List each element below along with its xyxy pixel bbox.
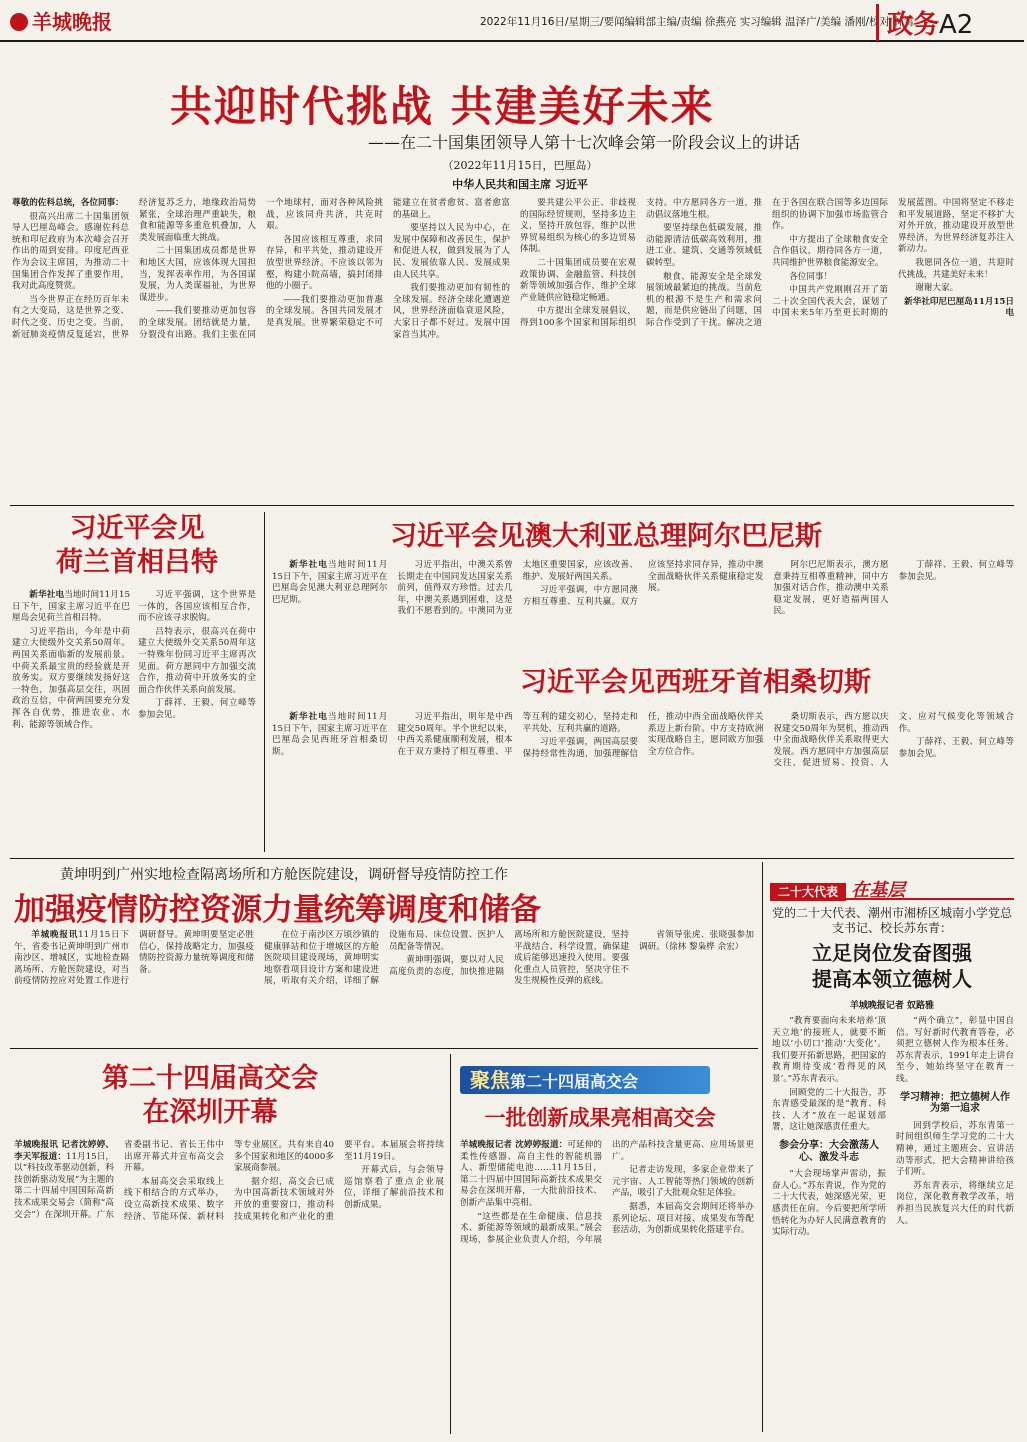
lead-paragraph: 当今世界正在经历百年未有之大变局，这是世界之变、时代之变、历史之变。当前，新冠肺炎疫情反复延宕，世界经济复苏乏力，地缘政治局势紧张，全球治理严重缺失，粮食和能源等多重危机叠加，人类发展面临重大挑战。: [12, 198, 256, 340]
focus-banner-emphasis: 聚焦: [470, 1068, 510, 1092]
rep-headline: [772, 940, 1012, 992]
lead-paragraph: ——我们要推动更加普惠的全球发展。各国共同发展才是真发展。世界繁荣稳定不可能建立在贫者愈贫、富者愈富的基础上。: [266, 198, 510, 328]
column-tag-emphasis: 在基层: [851, 880, 906, 901]
article-dateline: 新华社电: [289, 560, 328, 570]
epidemic-kicker: 黄坤明到广州实地检查隔离场所和方舱医院建设，调研督导疫情防控工作: [60, 867, 508, 883]
article-paragraph: 习近平强调，中方愿同澳方相互尊重、互利共赢。双方应该坚持求同存异，推动中澳全面战略伙伴关系健康稳定发展。: [522, 560, 764, 607]
article-paragraph: 据悉，本届高交会期间还将举办系列论坛、项目对接、成果发布等配套活动，为创新成果转化搭建平台。: [612, 1201, 754, 1236]
lead-paragraph: 要坚持绿色低碳发展，推动能源清洁低碳高效利用，推进工业、建筑、交通等领域低碳转型。: [646, 223, 762, 268]
lead-headline: 共迎时代挑战 共建美好未来: [170, 82, 715, 131]
headline-line: 荷兰首相吕特: [56, 547, 218, 578]
article-paragraph: 当地时间11月15日下午，国家主席习近平在巴厘岛会见荷兰首相吕特。: [12, 590, 130, 624]
article-paragraph: “这些都是在生命健康、信息技术、新能源等领域的最新成果。”展会现场，参展企业负责人介绍，今年展出的产品科技含量更高、应用场景更广。: [460, 1140, 754, 1245]
article-paragraph: 据介绍，高交会已成为中国高新技术领域对外开放的重要窗口，推动科技成果转化和产业化的重要平台。本届展会将持续至11月19日。: [234, 1140, 444, 1222]
headline-line: 习近平会见: [69, 513, 205, 544]
lead-paragraph: 很高兴出席二十国集团领导人巴厘岛峰会。感谢佐科总统和印尼政府为本次峰会召开作出的周到安排。印度尼西亚作为会议主席国，为推动二十国集团合作发挥了重要作用，我对此高度赞赏。: [12, 211, 129, 292]
column-tag-label: 二十大代表: [770, 883, 846, 901]
epidemic-headline: 加强疫情防控资源力量统筹调度和储备: [14, 892, 541, 928]
lead-speaker: 中华人民共和国主席 习近平: [452, 178, 588, 191]
article-paragraph: 回到学校后，苏东青第一时间组织师生学习党的二十大精神，通过主题班会、宣讲活动等形式，把大会精神讲给孩子们听。: [896, 1120, 1014, 1178]
lead-paragraph: 要坚持以人民为中心，在发展中保障和改善民生，保护和促进人权，做到发展为了人民、发展依靠人民、发展成果由人民共享。: [393, 223, 510, 280]
lead-paragraph: 二十国集团成员要在宏观政策协调、金融监管、科技创新等领域加强合作，维护全球产业链供应链稳定畅通。: [520, 257, 636, 303]
lead-paragraph: ——我们要推动更加包容的全球发展。团结就是力量，分裂没有出路。我们主张在同一个地球村，面对各种风险挑战，应该同舟共济，共克时艰。: [139, 198, 383, 340]
article-paragraph: 阿尔巴尼斯表示，澳方愿意秉持互相尊重精神，同中方加强对话合作，推动澳中关系稳定发展，更好造福两国人民。: [773, 560, 889, 617]
lead-paragraph: 粮食、能源安全是全球发展领域最紧迫的挑战。当前危机的根源不是生产和需求问题，而是供应链出了问题，国际合作受到了干扰。解决之道在于各国在联合国等多边国际组织的协调下加强市场监管合作。: [646, 198, 888, 328]
article-paragraph: 习近平强调，这个世界是一体的，各国应该相互合作，而不应该寻求脱钩。: [138, 590, 256, 624]
focus-banner: [460, 1066, 710, 1094]
article-paragraph: 桑切斯表示，西方愿以庆祝建交50周年为契机，推动西中全面战略伙伴关系取得更大发展。西方愿同中方加强高层交往，促进贸易、投资、人文、应对气候变化等领域合作。: [773, 712, 1014, 769]
lead-paragraph: 要共建公平公正、非歧视的国际经贸规则，坚持多边主义，坚持开放包容，维护以世界贸易组织为核心的多边贸易体制。: [520, 198, 636, 255]
article-dateline: 新华社电: [29, 590, 65, 600]
article-paragraph: 记者走访发现，多家企业带来了元宇宙、人工智能等热门领域的创新产品，吸引了大批观众驻足体验。: [612, 1165, 754, 1199]
article-paragraph: 11月15日下午，省委书记黄坤明到广州市南沙区、增城区，实地检查隔离场所、方舱医院建设，对当前疫情防控应对处置工作进行调研督导。黄坤明要坚定必胜信心，保持战略定力，加强疫情防控资源力量统筹调度和储备。: [14, 930, 254, 987]
lead-date: （2022年11月15日，巴厘岛）: [442, 159, 598, 172]
column-divider: [450, 1054, 451, 1434]
headline-line: 在深圳开幕: [142, 1097, 278, 1128]
article-byline: 羊城晚报讯 记者沈婷婷、李天军报道：: [14, 1140, 114, 1162]
column-divider: [762, 862, 763, 1432]
lead-paragraph: 各国应该相互尊重，求同存异，和平共处，推动建设开放型世界经济。不应该以邻为壑，构建小院高墙，搞封闭排他的小圈子。: [266, 234, 383, 292]
article-paragraph: 当地时间11月15日下午，国家主席习近平在巴厘岛会见西班牙首相桑切斯。: [272, 712, 388, 757]
lead-paragraph: 中方提出全球发展倡议，得到100多个国家和国际组织支持。中方愿同各方一道，推动倡议落地生根。: [520, 198, 762, 328]
article-paragraph: “大会现场掌声雷动，振奋人心。”苏东青说，作为党的二十大代表，她深感光荣，更感责任在肩。今后要把所学所悟转化为办好人民满意教育的实际行动。: [772, 1169, 886, 1238]
lead-paragraph: 我们要推动更加有韧性的全球发展。经济全球化遭遇逆风，世界经济面临衰退风险，大家日子都不好过。发展中国家首当其冲。: [393, 283, 510, 340]
article-dateline: 羊城晚报讯: [31, 930, 79, 940]
spain-headline: 习近平会见西班牙首相桑切斯: [520, 667, 871, 698]
lead-paragraph: 各位同事！: [789, 271, 833, 282]
article-paragraph: 吕特表示，很高兴在荷中建立大使级外交关系50周年这一特殊年份同习近平主席再次见面。荷方愿同中方加强交流合作，推动荷中开放务实的全面合作伙伴关系向前发展。: [138, 626, 256, 695]
divider: [10, 1048, 758, 1049]
australia-headline: 习近平会见澳大利亚总理阿尔巴尼斯: [390, 521, 822, 552]
article-paragraph: 11月15日，以“科技改革驱动创新，科技创新驱动发展”为主题的第二十四届中国国际高新技术成果交易会（简称“高交会”）在深圳开幕。广东省委副书记、省长王伟中出席开幕式并宣布高交会开幕。: [14, 1140, 224, 1220]
lead-paragraph: 中国共产党刚刚召开了第二十次全国代表大会，谋划了中国未来5年乃至更长时期的发展蓝图。中国将坚定不移走和平发展道路，坚定不移扩大对外开放，推动建设开放型世界经济，为世界经济复苏注入新动力。: [772, 198, 1014, 319]
rep-body-col1: [772, 1016, 886, 1434]
netherlands-body-col2: [138, 590, 256, 852]
rep-kicker: 党的二十大代表、潮州市湘桥区城南小学党总支书记、校长苏东青：: [772, 906, 1013, 935]
article-paragraph: 省领导张虎、张晓强参加调研。（徐林 黎枭桦 余宏）: [639, 930, 754, 952]
rep-byline: 羊城晚报记者 奴路雅: [849, 1001, 935, 1011]
hitech-headline: [40, 1062, 380, 1130]
logo-emblem-icon: [10, 13, 28, 31]
epidemic-body: [14, 930, 754, 1040]
article-paragraph: 当地时间11月15日下午，国家主席习近平在巴厘岛会见澳大利亚总理阿尔巴尼斯。: [272, 560, 388, 605]
netherlands-body-col1: [12, 590, 130, 852]
page-number: A2: [939, 10, 974, 40]
spain-body: [272, 712, 1014, 852]
article-byline: 羊城晚报记者 沈婷婷报道：: [460, 1140, 568, 1150]
section-label: [876, 4, 1027, 41]
dateline: 2022年11月16日/星期三/要闻编辑部主编/责编 徐燕亮 实习编辑 温泽广/美编 潘刚/校对 林霄: [480, 16, 915, 28]
lead-paragraph: 中方提出了全球粮食安全合作倡议，期待同各方一道，共同维护世界粮食能源安全。: [772, 234, 888, 268]
lead-body-left: [12, 198, 510, 498]
logo-text: 羊城晚报: [32, 10, 112, 34]
article-paragraph: 丁薛祥、王毅、何立峰等参加会见。: [898, 560, 1014, 582]
rep-body-col2: [896, 1016, 1014, 1434]
section-name: 政务: [887, 10, 940, 40]
lead-subheadline: ——在二十国集团领导人第十七次峰会第一阶段会议上的讲话: [367, 133, 800, 152]
hitech2-body: [460, 1140, 754, 1434]
lead-paragraph: 谢谢大家。: [915, 283, 959, 294]
article-paragraph: 回顾党的二十大报告，苏东青感受最深的是“教育、科技、人才”放在一起谋划部署，这让她深感责任重大。: [772, 1087, 886, 1133]
article-dateline: 新华社电: [289, 712, 328, 722]
article-paragraph: 习近平指出，中澳关系曾长期走在中国同发达国家关系前列，值得双方珍惜。过去几年，中澳关系遇到困难，这是我们不愿看到的。中澳同为亚太地区重要国家，应该改善、维护、发展好两国关系。: [397, 560, 638, 617]
article-paragraph: 丁薛祥、王毅、何立峰等参加会见。: [138, 698, 256, 720]
headline-line: 立足岗位发奋图强: [812, 941, 972, 965]
netherlands-headline: [12, 512, 262, 580]
divider: [10, 858, 1014, 859]
article-paragraph: 在位于南沙区万顷沙镇的健康驿站和位于增城区的方舱医院项目建设现场，黄坤明实地察看项目设计方案和建设进展，听取有关介绍，详细了解设施布局、床位设置、医护人员配备等情况。: [264, 930, 504, 987]
article-paragraph: “教育要面向未来培养‘顶天立地’的接班人，就要不断地以‘小切口’推动‘大变化’。我们要开拓新思路，把国家的教育期待变成‘看得见的风景’。”苏东青表示。: [772, 1016, 886, 1084]
article-paragraph: “两个确立”，彰显中国自信。写好新时代教育答卷，必须把立德树人作为根本任务。苏东青表示，1991年走上讲台至今，她始终坚守在教育一线。: [896, 1016, 1014, 1084]
column-divider: [264, 512, 265, 852]
headline-line: 第二十四届高交会: [102, 1063, 318, 1094]
article-paragraph: 习近平强调，两国高层要保持经常性沟通，加强理解信任，推动中西全面战略伙伴关系迈上新台阶。中方支持欧洲实现战略自主，愿同欧方加强全方位合作。: [522, 712, 764, 759]
australia-body: [272, 560, 1014, 652]
article-paragraph: 丁薛祥、王毅、何立峰等参加会见。: [898, 737, 1014, 759]
article-paragraph: 可延伸的柔性传感器、高自主性的智能机器人、新型储能电池……11月15日，第二十四届中国国际高新技术成果交易会在深圳开幕，一大批前沿技术、创新产品集中亮相。: [460, 1140, 602, 1208]
article-paragraph: 黄坤明强调，要以对人民高度负责的态度，加快推进隔离场所和方舱医院建设，坚持平战结合、科学设置，确保建成后能够迅速投入使用。要强化重点人员管控，坚决守住不发生规模性反弹的底线。: [389, 930, 629, 987]
article-paragraph: 习近平指出，今年是中荷建立大使级外交关系50周年。两国关系面临新的发展前景。中荷关系最宝贵的经验就是开放务实。双方要继续发扬好这一特色，加强高层交往，巩固政治互信，中荷两国要充分发挥各自优势，推进农业、水利、能源等领域合作。: [12, 626, 130, 730]
article-paragraph: 习近平指出，明年是中西建交50周年。半个世纪以来，中西关系健康顺利发展，根本在于双方秉持了相互尊重、平等互利的建交初心，坚持走和平共处、互利共赢的道路。: [397, 712, 638, 757]
lead-paragraph: 二十国集团成员都是世界和地区大国，应该体现大国担当，发挥表率作用，为各国谋发展，为人类谋福祉，为世界谋进步。: [139, 246, 256, 303]
newspaper-logo: [10, 6, 112, 35]
lead-paragraph: 我愿同各位一道，共迎时代挑战，共建美好未来！: [898, 257, 1014, 280]
lead-signoff: 新华社印尼巴厘岛11月15日电: [904, 296, 1014, 319]
article-paragraph: 苏东青表示，将继续立足岗位，深化教育教学改革，培养担当民族复兴大任的时代新人。: [896, 1180, 1014, 1226]
lead-greeting: 尊敬的佐科总统，各位同事：: [12, 198, 124, 208]
divider: [10, 505, 1014, 506]
focus-banner-title: 第二十四届高交会: [510, 1072, 639, 1091]
hitech-body: [14, 1140, 444, 1434]
lead-body-right: [520, 198, 1014, 498]
column-tag: [770, 876, 1014, 900]
article-paragraph: 开幕式后，与会领导巡馆察看了重点企业展位，详细了解前沿技术和创新成果。: [344, 1165, 444, 1210]
headline-line: 提高本领立德树人: [812, 967, 972, 991]
hitech2-headline: 一批创新成果亮相高交会: [484, 1106, 716, 1130]
masthead: [0, 0, 1024, 42]
rep-subheading: 参会分享：大会激荡人心、激发斗志: [779, 1139, 879, 1163]
rep-subheading: 学习精神：把立德树人作为第一追求: [900, 1091, 1010, 1115]
article-paragraph: 本届高交会采取线上线下相结合的方式举办，设立高新技术成果、数字经济、节能环保、新材料等专业展区。共有来自40多个国家和地区的4000多家展商参展。: [124, 1140, 334, 1222]
